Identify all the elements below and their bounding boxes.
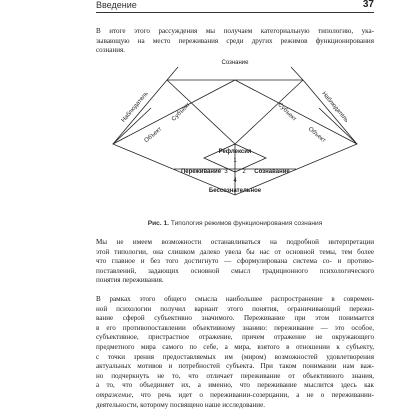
- text-line: предметного мира самого по себе, а мира, взятого в отношении к субъекту,: [96, 342, 374, 351]
- text-line: субъективное, пристрастное отражение, причем отражение не окружающего: [96, 333, 374, 342]
- text-line: актуальных мотивов и потребностей субъекта. При таком понимании нам важ-: [96, 362, 374, 371]
- label-consciousness: Сознание: [221, 60, 249, 66]
- right-inner-diagonal: [235, 80, 303, 144]
- text-line: а то, что объединяет их, а именно, что переживание мыслится здесь как: [96, 381, 374, 390]
- label-subject-right: Субъект: [276, 101, 298, 123]
- figure-caption: [96, 220, 374, 227]
- label-number-4: 4: [233, 178, 237, 184]
- label-experiencing: Переживание: [180, 169, 222, 175]
- text-line: сознания.: [96, 46, 126, 55]
- top-right-tip-line: [291, 67, 303, 80]
- text-line: Мы не имеем возможности останавливаться на подробной интерпретации: [96, 238, 374, 246]
- figure-caption-label: Рис. 1.: [147, 220, 169, 227]
- text-line: отражение, что речь идет о переживании-созерцании, а не о переживании-: [96, 390, 374, 399]
- text-line: понятия переживания.: [96, 276, 164, 285]
- text-line: но подчеркнуть не то, что отличает переживание от объективного знания,: [96, 371, 374, 380]
- label-observer-left: Наблюдатель: [120, 90, 150, 124]
- text-line: что главное и без того достигнуто — сформулирована система со- и противо-: [96, 257, 374, 266]
- label-object-left: Объект: [143, 126, 164, 145]
- page-number: 37: [362, 0, 374, 10]
- label-number-2: 2: [242, 169, 246, 175]
- emphasis: отражение: [96, 390, 132, 399]
- text-line: ной психологии получил вариант этого понятия, ограничивающий пережи-: [96, 304, 374, 313]
- text-line: с точки зрения предоставляемых им (миром) возможностей удовлетворения: [96, 352, 374, 361]
- text-line: В рамках этого общего смысла наибольшее распространение в современ-: [96, 295, 374, 303]
- label-awareness: Сознавание: [254, 169, 290, 175]
- top-left-tip-line: [167, 67, 178, 80]
- label-reflection: Рефлексия: [218, 149, 252, 155]
- typology-diagram: [96, 58, 374, 208]
- label-unconscious: Бессознательное: [208, 188, 262, 194]
- text-line: этой типологии, она слишком далеко увела бы нас от основной темы, тем более: [96, 247, 374, 256]
- text-line: В итоге этого рассуждения мы получаем категориальную типологию, ука-: [96, 27, 374, 35]
- paragraph-low: [96, 295, 374, 410]
- text-line: деятельности, которому посвящено наше исследование.: [96, 400, 266, 409]
- intro-paragraph: [96, 27, 374, 56]
- text-line: вание сферой субъективно значимого. Переживание при этом понимается: [96, 314, 374, 323]
- page-header: [96, 0, 374, 13]
- text-line: зывающую на место переживания среди других режимов функционирования: [96, 36, 374, 45]
- label-number-1: 1: [233, 158, 237, 164]
- text-line: поставлений, задающих основной смысл традиционного психологического: [96, 266, 374, 275]
- text-line: в его противопоставлении объективному знанию: переживание — это особое,: [96, 323, 374, 332]
- label-number-3: 3: [224, 169, 228, 175]
- label-object-right: Объект: [306, 126, 327, 145]
- figure-caption-text: Типология режимов функционирования сознания: [170, 220, 323, 227]
- running-title: Введение: [96, 0, 137, 10]
- label-subject-left: Субъект: [170, 101, 192, 123]
- typology-diagram-svg: [96, 58, 374, 208]
- paragraph-mid: [96, 238, 374, 286]
- label-observer-right: Наблюдатель: [320, 90, 350, 124]
